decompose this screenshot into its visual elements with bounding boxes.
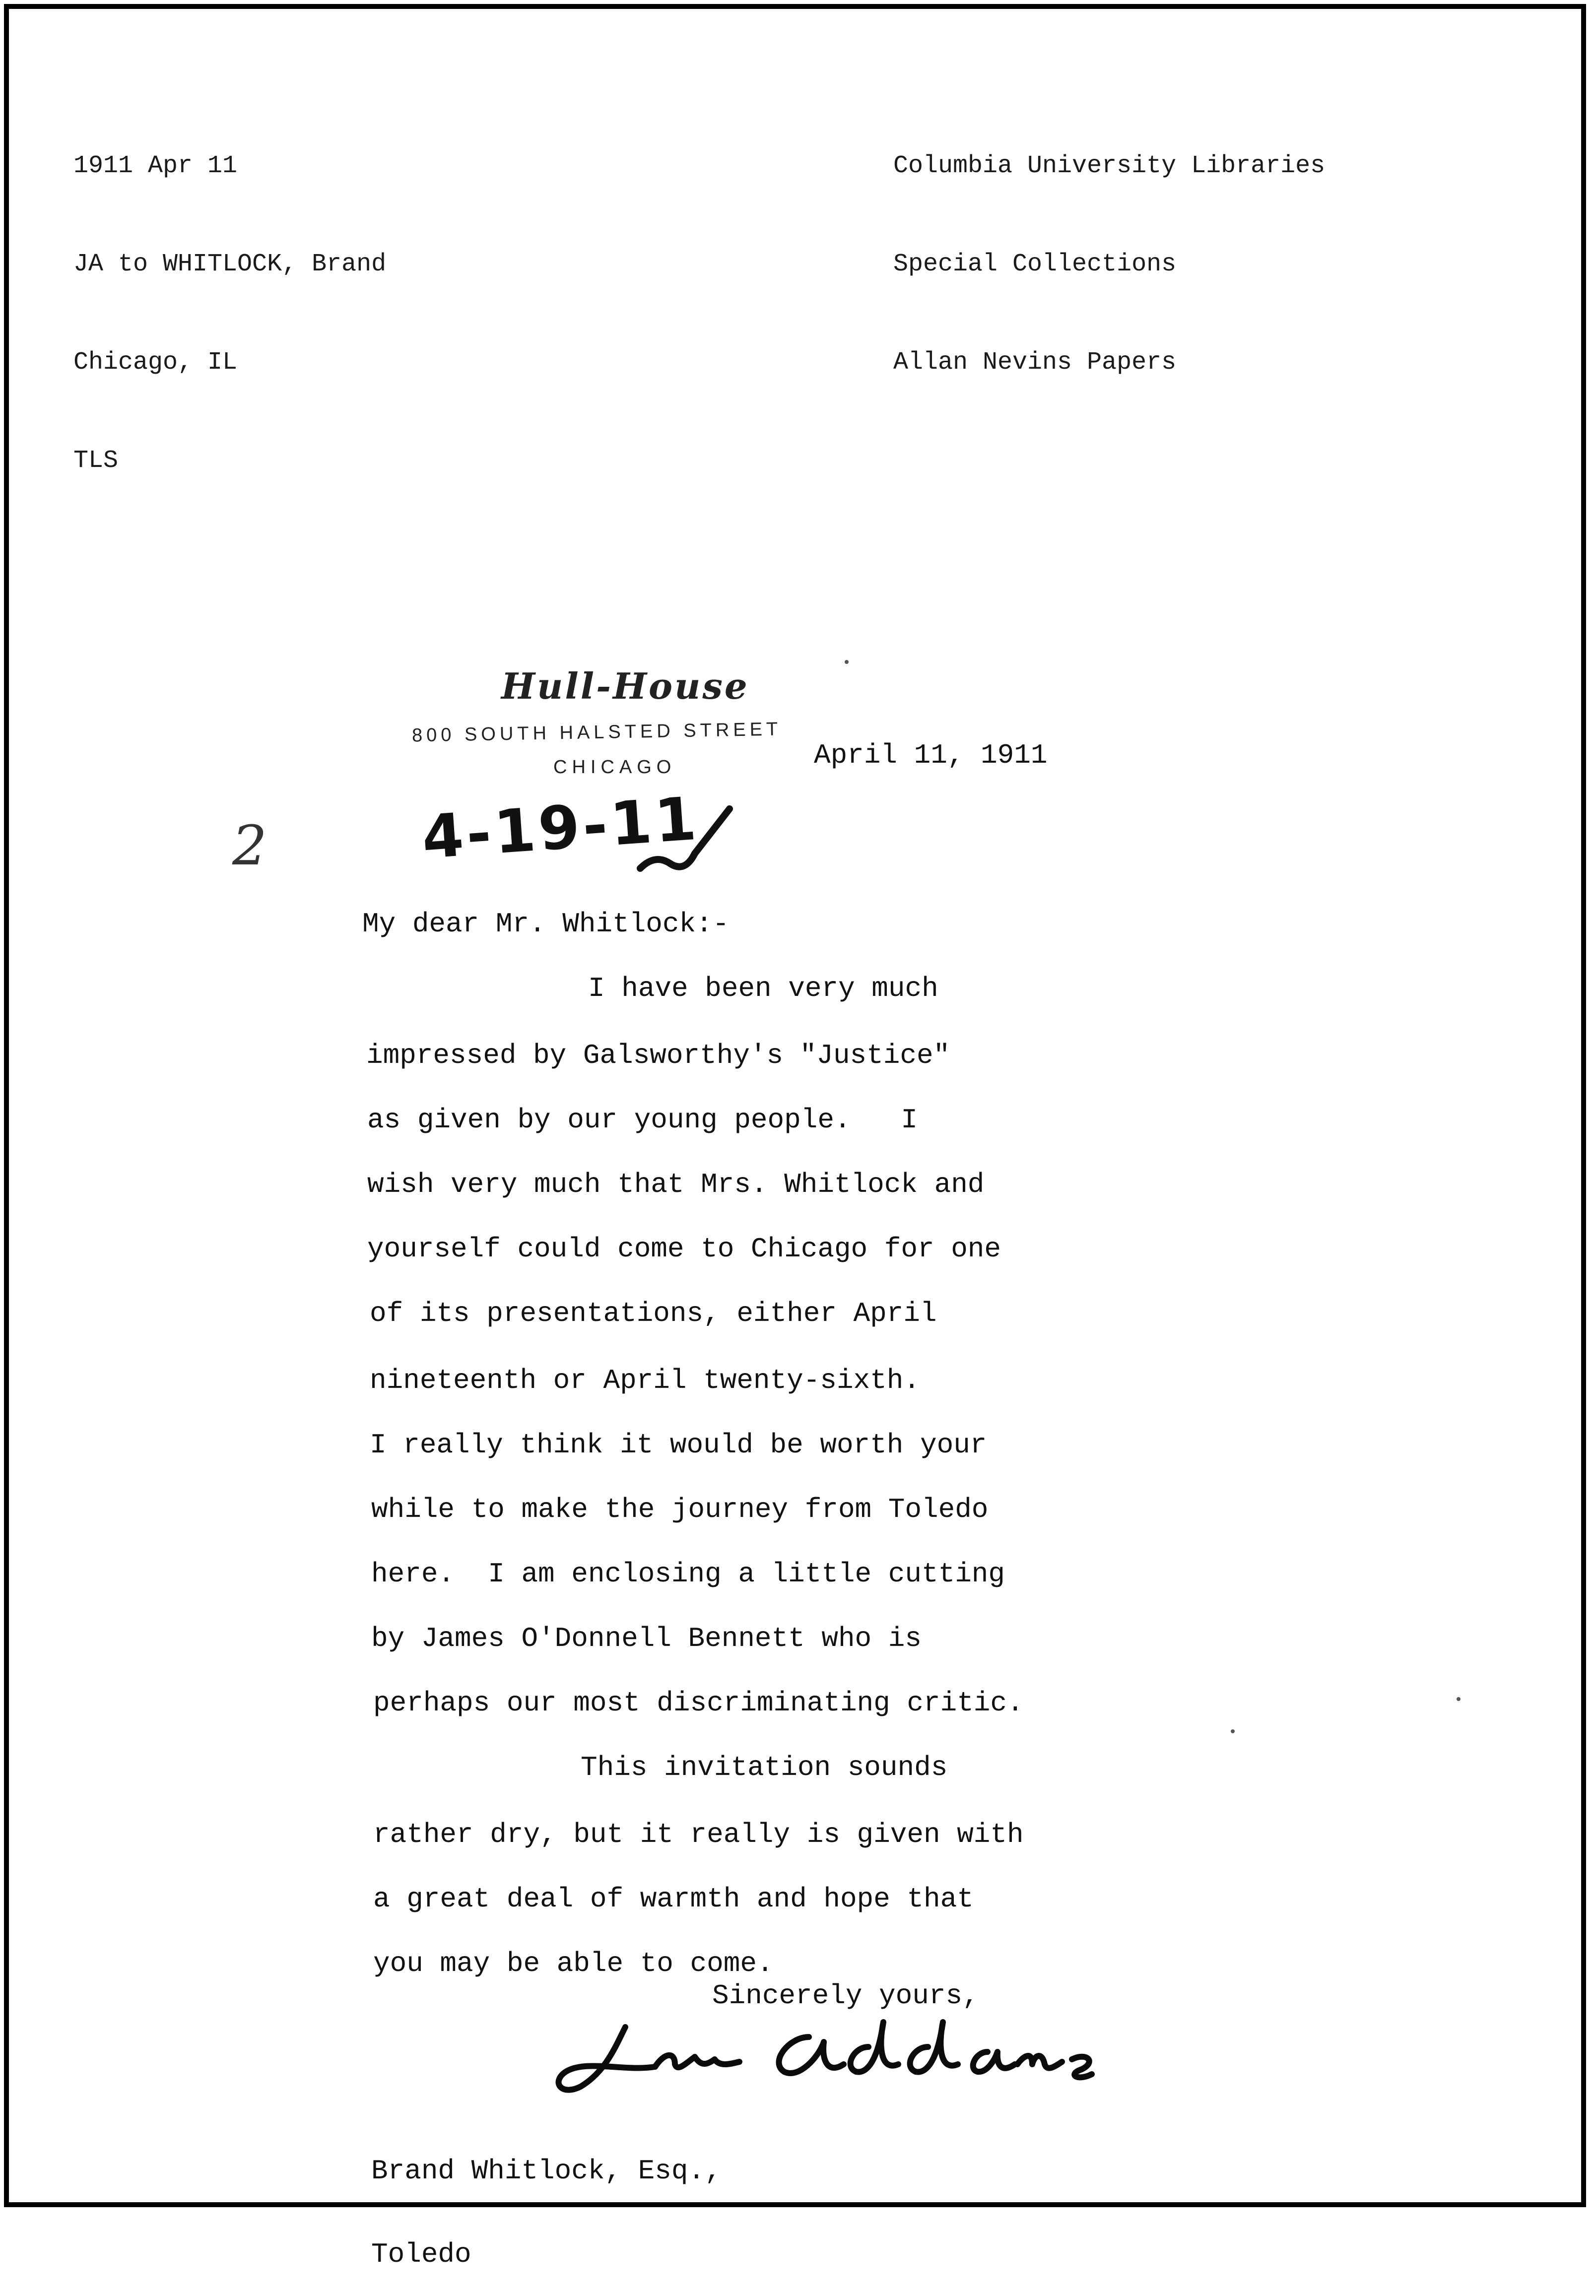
body-line: yourself could come to Chicago for one (367, 1233, 1001, 1265)
meta-papers: Allan Nevins Papers (893, 348, 1177, 377)
body-line: you may be able to come. (373, 1948, 774, 1979)
body-line: This invitation sounds (581, 1752, 948, 1783)
archive-meta-right (893, 84, 1325, 412)
body-line: as given by our young people. I (367, 1104, 918, 1136)
archive-meta-left (73, 84, 386, 510)
body-line: I have been very much (588, 973, 938, 1004)
meta-place: Chicago, IL (73, 348, 238, 377)
addressee-name: Brand Whitlock, Esq., (371, 2155, 722, 2187)
meta-library: Columbia University Libraries (893, 152, 1326, 180)
paper-speck (1231, 1729, 1235, 1733)
meta-date: 1911 Apr 11 (73, 152, 238, 180)
paper-speck (845, 660, 849, 664)
paper-speck (1457, 1697, 1461, 1701)
body-line: perhaps our most discriminating critic. (373, 1687, 1024, 1719)
meta-collection: Special Collections (893, 250, 1177, 278)
handwritten-date: 4-19-11 (419, 784, 702, 873)
body-line: nineteenth or April twenty-sixth. (370, 1365, 920, 1396)
handwritten-signature (551, 2017, 1102, 2097)
letterhead-name: Hull-House (501, 665, 749, 707)
salutation: My dear Mr. Whitlock:- (362, 908, 730, 940)
body-line: of its presentations, either April (370, 1298, 937, 1329)
body-line: here. I am enclosing a little cutting (371, 1558, 1005, 1590)
body-line: I really think it would be worth your (370, 1429, 987, 1461)
letterhead-city: CHICAGO (553, 757, 676, 778)
letterhead-street: 800 SOUTH HALSTED STREET (411, 719, 782, 746)
body-line: a great deal of warmth and hope that (373, 1883, 974, 1915)
body-line: by James O'Donnell Bennett who is (371, 1623, 922, 1654)
letter-date: April 11, 1911 (814, 739, 1048, 771)
meta-correspondents: JA to WHITLOCK, Brand (73, 250, 387, 278)
handwritten-check-mark (635, 804, 734, 883)
addressee-city: Toledo (371, 2238, 471, 2270)
body-line: wish very much that Mrs. Whitlock and (367, 1169, 985, 1200)
body-line: while to make the journey from Toledo (371, 1494, 989, 1525)
meta-type: TLS (73, 447, 119, 475)
closing: Sincerely yours, (712, 1980, 979, 2012)
addressee (371, 2101, 722, 2296)
handwritten-margin-mark: 2 (232, 814, 267, 877)
body-line: rather dry, but it really is given with (373, 1819, 1024, 1850)
body-line: impressed by Galsworthy's "Justice" (366, 1040, 950, 1071)
